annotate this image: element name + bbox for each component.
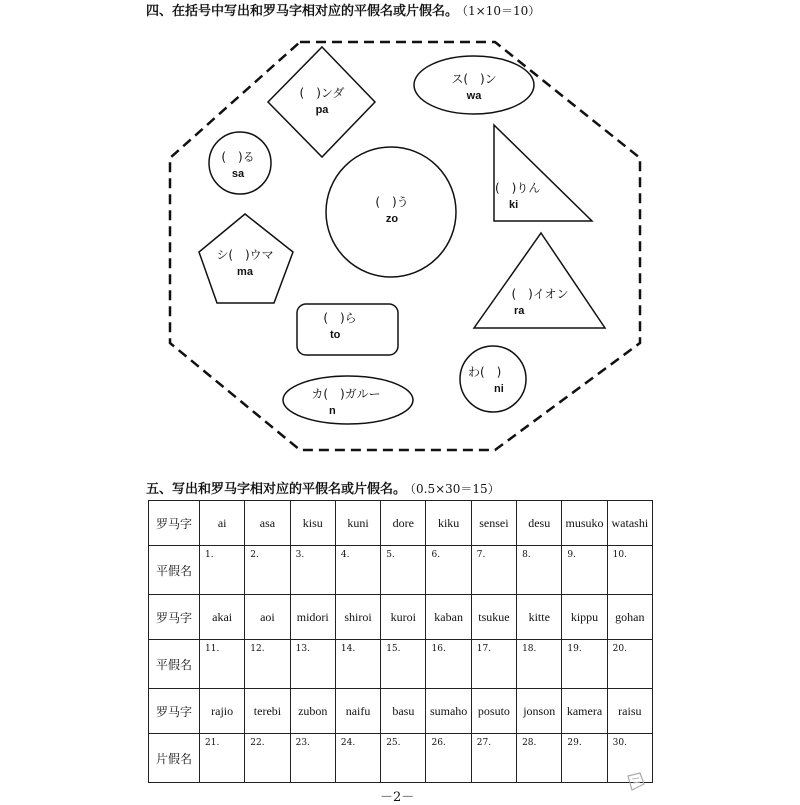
answer-cell[interactable]: 30. — [607, 734, 652, 783]
table-row — [149, 501, 653, 546]
romaji-cell: kuni — [335, 501, 380, 546]
romaji-hint: pa — [315, 104, 329, 116]
kana-prompt: ス( )ン — [451, 72, 497, 86]
answer-cell[interactable]: 20. — [607, 640, 652, 689]
shape-label-wa — [434, 70, 514, 102]
romaji-cell: midori — [290, 595, 335, 640]
kana-prompt: カ( )ガルー — [311, 387, 381, 401]
answer-cell[interactable]: 16. — [426, 640, 471, 689]
answer-cell[interactable]: 28. — [517, 734, 562, 783]
answer-cell[interactable]: 1. — [200, 546, 245, 595]
answer-cell[interactable]: 24. — [335, 734, 380, 783]
kana-prompt: ( )ンダ — [299, 86, 345, 100]
kana-prompt: シ( )ウマ — [216, 248, 274, 262]
shape-label-zo — [352, 193, 432, 225]
shape-label-sa — [206, 148, 270, 180]
row-header: 罗马字 — [149, 501, 200, 546]
answer-table-body — [149, 501, 653, 783]
answer-cell[interactable]: 10. — [607, 546, 652, 595]
romaji-cell: kamera — [562, 689, 607, 734]
answer-cell[interactable]: 4. — [335, 546, 380, 595]
table-row — [149, 546, 653, 595]
row-header: 罗马字 — [149, 595, 200, 640]
answer-cell[interactable]: 13. — [290, 640, 335, 689]
shape-label-ki — [495, 179, 557, 211]
romaji-cell: kaban — [426, 595, 471, 640]
kana-prompt: ( )う — [375, 195, 409, 209]
romaji-cell: rajio — [200, 689, 245, 734]
answer-cell[interactable]: 19. — [562, 640, 607, 689]
answer-cell[interactable]: 27. — [471, 734, 516, 783]
romaji-cell: musuko — [562, 501, 607, 546]
kana-prompt: わ( ) — [468, 365, 502, 379]
romaji-hint: ni — [494, 383, 504, 395]
table-row — [149, 640, 653, 689]
romaji-hint: ra — [514, 305, 525, 317]
romaji-cell: desu — [517, 501, 562, 546]
romaji-cell: naifu — [335, 689, 380, 734]
romaji-cell: kiku — [426, 501, 471, 546]
romaji-cell: kisu — [290, 501, 335, 546]
romaji-hint: ki — [509, 199, 519, 211]
answer-cell[interactable]: 25. — [381, 734, 426, 783]
answer-cell[interactable]: 23. — [290, 734, 335, 783]
question-4-text: 四、在括号中写出和罗马字相对应的平假名或片假名。 — [146, 4, 459, 19]
answer-cell[interactable]: 29. — [562, 734, 607, 783]
romaji-cell: ai — [200, 501, 245, 546]
row-header: 罗马字 — [149, 689, 200, 734]
kana-prompt: ( )ら — [323, 311, 357, 325]
shape-label-to — [300, 309, 380, 341]
romaji-cell: zubon — [290, 689, 335, 734]
kana-prompt: ( )イオン — [511, 287, 569, 301]
row-header: 平假名 — [149, 546, 200, 595]
romaji-cell: asa — [245, 501, 290, 546]
romaji-cell: basu — [381, 689, 426, 734]
romaji-cell: tsukue — [471, 595, 516, 640]
question-5-text: 五、写出和罗马字相对应的平假名或片假名。 — [146, 482, 407, 497]
romaji-hint: zo — [385, 213, 399, 225]
answer-cell[interactable]: 15. — [381, 640, 426, 689]
romaji-cell: gohan — [607, 595, 652, 640]
table-row — [149, 689, 653, 734]
answer-cell[interactable]: 18. — [517, 640, 562, 689]
romaji-cell: akai — [200, 595, 245, 640]
romaji-cell: raisu — [607, 689, 652, 734]
shape-label-ni — [468, 363, 528, 395]
answer-cell[interactable]: 26. — [426, 734, 471, 783]
row-header: 平假名 — [149, 640, 200, 689]
romaji-hint: sa — [231, 168, 245, 180]
romaji-cell: jonson — [517, 689, 562, 734]
romaji-cell: sensei — [471, 501, 516, 546]
kana-prompt: ( )る — [221, 150, 255, 164]
table-row — [149, 734, 653, 783]
page-number: －2－ — [380, 790, 415, 805]
romaji-cell: posuto — [471, 689, 516, 734]
question-5-score: （0.5×30＝15） — [410, 482, 500, 496]
answer-cell[interactable]: 14. — [335, 640, 380, 689]
answer-cell[interactable]: 22. — [245, 734, 290, 783]
answer-cell[interactable]: 2. — [245, 546, 290, 595]
table-row — [149, 595, 653, 640]
romaji-hint: ma — [237, 266, 253, 278]
watermark-icon — [624, 770, 648, 794]
romaji-cell: aoi — [245, 595, 290, 640]
answer-cell[interactable]: 17. — [471, 640, 516, 689]
answer-cell[interactable]: 12. — [245, 640, 290, 689]
shape-label-n — [296, 385, 396, 417]
answer-cell[interactable]: 8. — [517, 546, 562, 595]
answer-cell[interactable]: 7. — [471, 546, 516, 595]
romaji-cell: dore — [381, 501, 426, 546]
shape-label-pa — [282, 84, 362, 116]
romaji-cell: kippu — [562, 595, 607, 640]
row-header: 片假名 — [149, 734, 200, 783]
romaji-cell: terebi — [245, 689, 290, 734]
answer-cell[interactable]: 9. — [562, 546, 607, 595]
romaji-hint: n — [329, 405, 336, 417]
romaji-hint: wa — [466, 90, 482, 102]
romaji-cell: kitte — [517, 595, 562, 640]
answer-cell[interactable]: 5. — [381, 546, 426, 595]
shape-label-ma — [205, 246, 285, 278]
answer-table — [148, 500, 653, 783]
romaji-cell: kuroi — [381, 595, 426, 640]
shape-label-ra — [500, 285, 580, 317]
romaji-cell: watashi — [607, 501, 652, 546]
romaji-hint: to — [330, 329, 341, 341]
romaji-cell: shiroi — [335, 595, 380, 640]
question-4-score: （1×10＝10） — [462, 4, 541, 18]
kana-prompt: ( )りん — [495, 181, 541, 195]
question-5-title — [146, 478, 500, 497]
romaji-cell: sumaho — [426, 689, 471, 734]
answer-cell[interactable]: 3. — [290, 546, 335, 595]
answer-cell[interactable]: 6. — [426, 546, 471, 595]
answer-cell[interactable]: 11. — [200, 640, 245, 689]
answer-cell[interactable]: 21. — [200, 734, 245, 783]
